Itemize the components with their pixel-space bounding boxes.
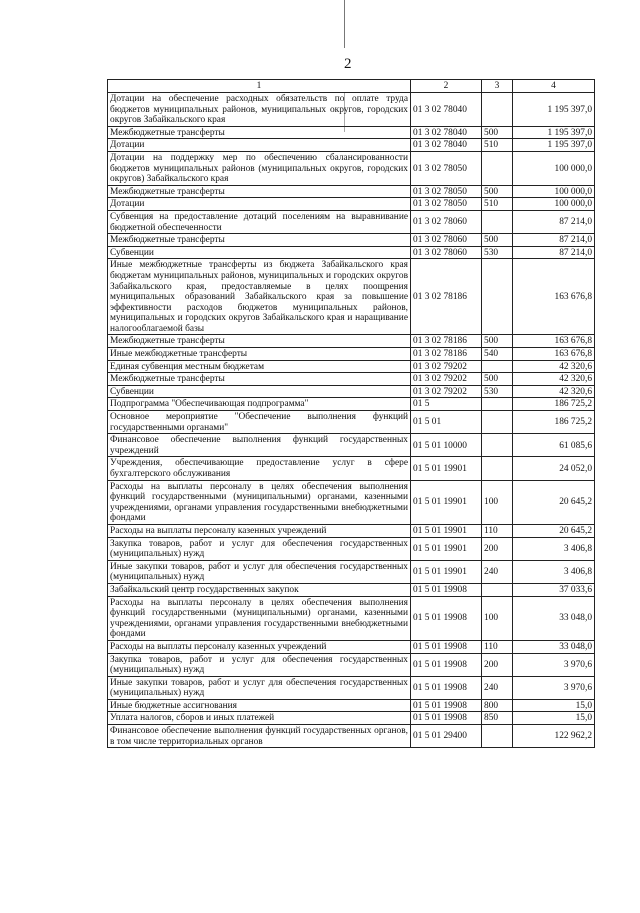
row-name-cell: Расходы на выплаты персоналу казенных учреждений: [108, 640, 411, 653]
row-name-cell: Подпрограмма "Обеспечивающая подпрограмма": [108, 398, 411, 411]
row-name-cell: Финансовое обеспечение выполнения функций государственных учреждений: [108, 434, 411, 457]
row-code-cell: 01 5 01 19901: [411, 457, 482, 480]
row-code-cell: 01 3 02 79202: [411, 360, 482, 373]
table-row: [108, 480, 595, 524]
row-name-cell: Закупка товаров, работ и услуг для обеспечения государственных (муниципальных) нужд: [108, 653, 411, 676]
row-expense-type-cell: 500: [482, 373, 513, 386]
column-header-3: 3: [482, 80, 513, 93]
table-row: [108, 725, 595, 748]
row-code-cell: 01 3 02 79202: [411, 373, 482, 386]
row-code-cell: 01 5 01: [411, 411, 482, 434]
row-code-cell: 01 5 01 19908: [411, 583, 482, 596]
row-name-cell: Субвенции: [108, 246, 411, 259]
row-expense-type-cell: 500: [482, 234, 513, 247]
row-expense-type-cell: 500: [482, 185, 513, 198]
row-code-cell: 01 5 01 19901: [411, 524, 482, 537]
table-row: [108, 385, 595, 398]
row-code-cell: 01 3 02 79202: [411, 385, 482, 398]
row-code-cell: 01 5 01 19908: [411, 712, 482, 725]
row-name-cell: Расходы на выплаты персоналу в целях обеспечения выполнения функций государственными (муниципальными) органами, казенными учреждениями, органами управления государственными внебюджетными фондами: [108, 596, 411, 640]
row-name-cell: Основное мероприятие "Обеспечение выполнения функций государственными органами": [108, 411, 411, 434]
row-name-cell: Дотации: [108, 198, 411, 211]
row-amount-cell: 186 725,2: [513, 398, 595, 411]
row-expense-type-cell: 200: [482, 653, 513, 676]
row-amount-cell: 100 000,0: [513, 185, 595, 198]
row-code-cell: 01 3 02 78186: [411, 348, 482, 361]
table-header-row: [108, 80, 595, 93]
row-expense-type-cell: [482, 259, 513, 335]
column-header-2: 2: [411, 80, 482, 93]
row-amount-cell: 1 195 397,0: [513, 139, 595, 152]
row-code-cell: 01 5 01 19908: [411, 596, 482, 640]
row-amount-cell: 33 048,0: [513, 640, 595, 653]
row-expense-type-cell: 510: [482, 198, 513, 211]
row-amount-cell: 1 195 397,0: [513, 126, 595, 139]
row-amount-cell: 20 645,2: [513, 524, 595, 537]
row-expense-type-cell: [482, 151, 513, 185]
row-amount-cell: 100 000,0: [513, 151, 595, 185]
table-row: [108, 699, 595, 712]
table-row: [108, 93, 595, 127]
row-code-cell: 01 3 02 78050: [411, 151, 482, 185]
row-name-cell: Дотации на обеспечение расходных обязательств по оплате труда бюджетов муниципальных районов, муниципальных округов, городских округов Забайкальского края: [108, 93, 411, 127]
table-row: [108, 596, 595, 640]
row-amount-cell: 20 645,2: [513, 480, 595, 524]
row-amount-cell: 3 970,6: [513, 676, 595, 699]
row-name-cell: Дотации: [108, 139, 411, 152]
table-row: [108, 198, 595, 211]
table-row: [108, 524, 595, 537]
table-row: [108, 234, 595, 247]
row-code-cell: 01 3 02 78060: [411, 210, 482, 233]
row-expense-type-cell: [482, 583, 513, 596]
row-name-cell: Субвенция на предоставление дотаций поселениям на выравнивание бюджетной обеспеченности: [108, 210, 411, 233]
row-amount-cell: 15,0: [513, 712, 595, 725]
binding-mark-top: [344, 0, 345, 48]
row-name-cell: Иные закупки товаров, работ и услуг для обеспечения государственных (муниципальных) нужд: [108, 676, 411, 699]
row-expense-type-cell: 800: [482, 699, 513, 712]
column-header-1: 1: [108, 80, 411, 93]
row-amount-cell: 186 725,2: [513, 411, 595, 434]
row-amount-cell: 1 195 397,0: [513, 93, 595, 127]
row-expense-type-cell: [482, 398, 513, 411]
row-amount-cell: 24 052,0: [513, 457, 595, 480]
row-code-cell: 01 5 01 19908: [411, 640, 482, 653]
row-expense-type-cell: [482, 93, 513, 127]
row-expense-type-cell: [482, 434, 513, 457]
table-row: [108, 653, 595, 676]
row-name-cell: Учреждения, обеспечивающие предоставление услуг в сфере бухгалтерского обслуживания: [108, 457, 411, 480]
row-code-cell: 01 3 02 78186: [411, 259, 482, 335]
row-code-cell: 01 5 01 19908: [411, 676, 482, 699]
row-name-cell: Иные межбюджетные трансферты из бюджета Забайкальского края бюджетам муниципальных районов, муниципальных и городских округов Забайкальского края, предоставляемые в целях поощрения муниципальных образований Забайкальского края за повышение эффективности расходов бюджетов муниципальных районов, муниципальных и городских округов Забайкальского края и наращивание налогооблагаемой базы: [108, 259, 411, 335]
row-name-cell: Иные межбюджетные трансферты: [108, 348, 411, 361]
row-expense-type-cell: 110: [482, 524, 513, 537]
row-name-cell: Иные закупки товаров, работ и услуг для обеспечения государственных (муниципальных) нужд: [108, 560, 411, 583]
row-expense-type-cell: [482, 360, 513, 373]
row-name-cell: Финансовое обеспечение выполнения функций государственных органов, в том числе территориальных органов: [108, 725, 411, 748]
row-expense-type-cell: 500: [482, 335, 513, 348]
row-expense-type-cell: 530: [482, 385, 513, 398]
row-expense-type-cell: [482, 210, 513, 233]
row-code-cell: 01 5 01 19908: [411, 699, 482, 712]
row-expense-type-cell: 850: [482, 712, 513, 725]
row-expense-type-cell: [482, 411, 513, 434]
row-amount-cell: 42 320,6: [513, 385, 595, 398]
table-row: [108, 185, 595, 198]
table-row: [108, 398, 595, 411]
row-amount-cell: 87 214,0: [513, 234, 595, 247]
row-expense-type-cell: 240: [482, 676, 513, 699]
row-amount-cell: 100 000,0: [513, 198, 595, 211]
table-row: [108, 259, 595, 335]
row-code-cell: 01 5: [411, 398, 482, 411]
row-name-cell: Межбюджетные трансферты: [108, 373, 411, 386]
row-name-cell: Межбюджетные трансферты: [108, 234, 411, 247]
table-row: [108, 151, 595, 185]
row-amount-cell: 15,0: [513, 699, 595, 712]
row-name-cell: Межбюджетные трансферты: [108, 185, 411, 198]
row-name-cell: Закупка товаров, работ и услуг для обеспечения государственных (муниципальных) нужд: [108, 537, 411, 560]
row-name-cell: Расходы на выплаты персоналу казенных учреждений: [108, 524, 411, 537]
row-amount-cell: 37 033,6: [513, 583, 595, 596]
row-expense-type-cell: 500: [482, 126, 513, 139]
row-amount-cell: 3 406,8: [513, 560, 595, 583]
row-amount-cell: 61 085,6: [513, 434, 595, 457]
table-row: [108, 335, 595, 348]
row-expense-type-cell: 110: [482, 640, 513, 653]
table-row: [108, 373, 595, 386]
row-amount-cell: 87 214,0: [513, 210, 595, 233]
row-amount-cell: 163 676,8: [513, 335, 595, 348]
row-expense-type-cell: [482, 725, 513, 748]
table-row: [108, 676, 595, 699]
row-code-cell: 01 5 01 19901: [411, 537, 482, 560]
row-name-cell: Единая субвенция местным бюджетам: [108, 360, 411, 373]
row-amount-cell: 42 320,6: [513, 360, 595, 373]
table-row: [108, 411, 595, 434]
table-row: [108, 640, 595, 653]
row-name-cell: Дотации на поддержку мер по обеспечению сбалансированности бюджетов муниципальных районов (муниципальных округов, городских округов) Забайкальского края: [108, 151, 411, 185]
budget-table: [107, 79, 595, 748]
row-code-cell: 01 5 01 10000: [411, 434, 482, 457]
table-row: [108, 583, 595, 596]
table-row: [108, 457, 595, 480]
row-amount-cell: 87 214,0: [513, 246, 595, 259]
row-name-cell: Уплата налогов, сборов и иных платежей: [108, 712, 411, 725]
row-code-cell: 01 3 02 78040: [411, 126, 482, 139]
row-name-cell: Субвенции: [108, 385, 411, 398]
row-amount-cell: 3 970,6: [513, 653, 595, 676]
table-row: [108, 348, 595, 361]
table-row: [108, 126, 595, 139]
table-row: [108, 434, 595, 457]
row-code-cell: 01 3 02 78060: [411, 246, 482, 259]
row-amount-cell: 163 676,8: [513, 348, 595, 361]
row-code-cell: 01 3 02 78050: [411, 185, 482, 198]
row-code-cell: 01 3 02 78040: [411, 93, 482, 127]
table-row: [108, 560, 595, 583]
row-expense-type-cell: 240: [482, 560, 513, 583]
row-name-cell: Расходы на выплаты персоналу в целях обеспечения выполнения функций государственными (муниципальными) органами, казенными учреждениями, органами управления государственными внебюджетными фондами: [108, 480, 411, 524]
row-expense-type-cell: 510: [482, 139, 513, 152]
row-name-cell: Забайкальский центр государственных закупок: [108, 583, 411, 596]
row-expense-type-cell: 100: [482, 596, 513, 640]
row-amount-cell: 163 676,8: [513, 259, 595, 335]
row-name-cell: Иные бюджетные ассигнования: [108, 699, 411, 712]
row-code-cell: 01 3 02 78040: [411, 139, 482, 152]
table-row: [108, 537, 595, 560]
table-row: [108, 712, 595, 725]
page-number: 2: [344, 56, 352, 72]
row-code-cell: 01 5 01 19908: [411, 653, 482, 676]
table-row: [108, 246, 595, 259]
row-amount-cell: 33 048,0: [513, 596, 595, 640]
row-expense-type-cell: 200: [482, 537, 513, 560]
table-row: [108, 360, 595, 373]
row-name-cell: Межбюджетные трансферты: [108, 335, 411, 348]
row-expense-type-cell: [482, 457, 513, 480]
row-code-cell: 01 3 02 78060: [411, 234, 482, 247]
row-amount-cell: 42 320,6: [513, 373, 595, 386]
row-amount-cell: 122 962,2: [513, 725, 595, 748]
row-code-cell: 01 3 02 78050: [411, 198, 482, 211]
row-code-cell: 01 5 01 29400: [411, 725, 482, 748]
row-code-cell: 01 5 01 19901: [411, 480, 482, 524]
row-expense-type-cell: 540: [482, 348, 513, 361]
row-expense-type-cell: 530: [482, 246, 513, 259]
row-name-cell: Межбюджетные трансферты: [108, 126, 411, 139]
table-row: [108, 210, 595, 233]
row-amount-cell: 3 406,8: [513, 537, 595, 560]
row-code-cell: 01 3 02 78186: [411, 335, 482, 348]
row-expense-type-cell: 100: [482, 480, 513, 524]
table-row: [108, 139, 595, 152]
row-code-cell: 01 5 01 19901: [411, 560, 482, 583]
column-header-4: 4: [513, 80, 595, 93]
